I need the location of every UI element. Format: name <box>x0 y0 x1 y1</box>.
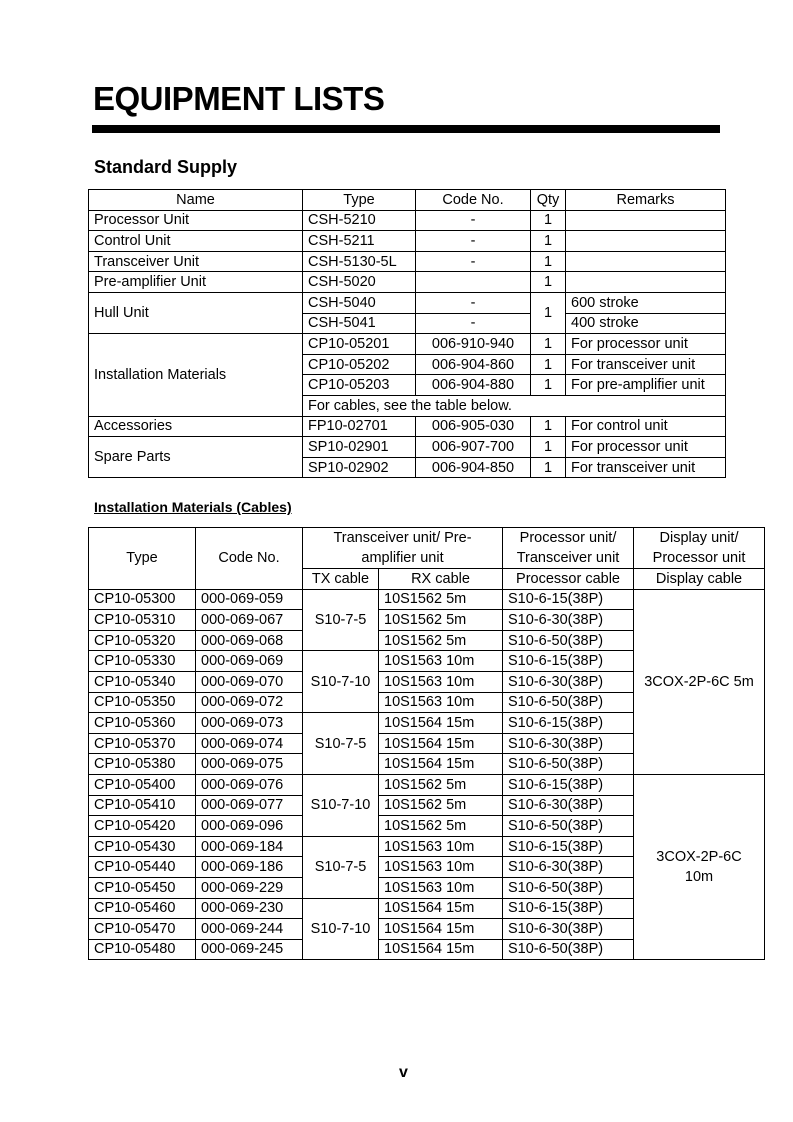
processor-cable: S10-6-50(38P) <box>503 630 634 651</box>
rx-cable: 10S1563 10m <box>379 877 503 898</box>
cable-code: 000-069-074 <box>196 733 303 754</box>
item-qty: 1 <box>531 292 566 333</box>
table-row <box>89 334 726 355</box>
cable-type: CP10-05350 <box>89 692 196 713</box>
cable-code: 000-069-184 <box>196 836 303 857</box>
cable-type: CP10-05370 <box>89 733 196 754</box>
cable-type: CP10-05380 <box>89 754 196 775</box>
cable-code: 000-069-096 <box>196 816 303 837</box>
rx-cable: 10S1564 15m <box>379 939 503 960</box>
item-code: 006-905-030 <box>416 416 531 437</box>
cables-table <box>88 527 765 960</box>
header-disp: Display cable <box>634 569 765 590</box>
processor-cable: S10-6-15(38P) <box>503 713 634 734</box>
cable-code: 000-069-186 <box>196 857 303 878</box>
rx-cable: 10S1562 5m <box>379 589 503 610</box>
item-name: Hull Unit <box>89 292 303 333</box>
item-remarks <box>566 251 726 272</box>
item-type: SP10-02901 <box>303 437 416 458</box>
cable-code: 000-069-072 <box>196 692 303 713</box>
item-code: - <box>416 210 531 231</box>
header-rx: RX cable <box>379 569 503 590</box>
processor-cable: S10-6-15(38P) <box>503 774 634 795</box>
header-code: Code No. <box>416 190 531 211</box>
cable-code: 000-069-068 <box>196 630 303 651</box>
table-row <box>89 272 726 293</box>
cable-type: CP10-05450 <box>89 877 196 898</box>
tx-cable: S10-7-10 <box>303 774 379 836</box>
processor-cable: S10-6-15(38P) <box>503 898 634 919</box>
item-name: Installation Materials <box>89 334 303 416</box>
header-code: Code No. <box>196 528 303 590</box>
rx-cable: 10S1562 5m <box>379 610 503 631</box>
standard-supply-heading: Standard Supply <box>94 157 238 177</box>
header-remarks: Remarks <box>566 190 726 211</box>
rx-cable: 10S1563 10m <box>379 671 503 692</box>
rx-cable: 10S1564 15m <box>379 898 503 919</box>
processor-cable: S10-6-50(38P) <box>503 692 634 713</box>
item-remarks: For processor unit <box>566 437 726 458</box>
cable-type: CP10-05340 <box>89 671 196 692</box>
cable-code: 000-069-059 <box>196 589 303 610</box>
item-remarks: For control unit <box>566 416 726 437</box>
item-qty: 1 <box>531 251 566 272</box>
title-rule <box>92 125 720 133</box>
cable-type: CP10-05330 <box>89 651 196 672</box>
item-type: CSH-5020 <box>303 272 416 293</box>
rx-cable: 10S1564 15m <box>379 713 503 734</box>
item-qty: 1 <box>531 375 566 396</box>
table-row <box>89 292 726 313</box>
cable-type: CP10-05320 <box>89 630 196 651</box>
rx-cable: 10S1562 5m <box>379 774 503 795</box>
item-remarks: 600 stroke <box>566 292 726 313</box>
page-title: EQUIPMENT LISTS <box>93 80 385 117</box>
rx-cable: 10S1563 10m <box>379 651 503 672</box>
item-remarks: For processor unit <box>566 334 726 355</box>
cable-code: 000-069-069 <box>196 651 303 672</box>
display-cable: 3COX-2P-6C 5m <box>634 589 765 774</box>
cable-code: 000-069-245 <box>196 939 303 960</box>
cable-type: CP10-05360 <box>89 713 196 734</box>
item-type: CSH-5040 <box>303 292 416 313</box>
item-type: CP10-05202 <box>303 354 416 375</box>
item-qty: 1 <box>531 437 566 458</box>
cable-code: 000-069-076 <box>196 774 303 795</box>
item-name: Control Unit <box>89 231 303 252</box>
item-remarks: For transceiver unit <box>566 457 726 478</box>
item-qty: 1 <box>531 457 566 478</box>
table-row <box>89 210 726 231</box>
item-remarks: For pre-amplifier unit <box>566 375 726 396</box>
cable-type: CP10-05430 <box>89 836 196 857</box>
item-qty: 1 <box>531 416 566 437</box>
tx-cable: S10-7-5 <box>303 713 379 775</box>
rx-cable: 10S1563 10m <box>379 857 503 878</box>
tx-cable: S10-7-10 <box>303 898 379 960</box>
item-qty: 1 <box>531 231 566 252</box>
processor-cable: S10-6-30(38P) <box>503 857 634 878</box>
cable-type: CP10-05400 <box>89 774 196 795</box>
processor-cable: S10-6-50(38P) <box>503 877 634 898</box>
header-proc: Processor cable <box>503 569 634 590</box>
processor-cable: S10-6-50(38P) <box>503 816 634 837</box>
cable-type: CP10-05410 <box>89 795 196 816</box>
cable-type: CP10-05440 <box>89 857 196 878</box>
cable-code: 000-069-067 <box>196 610 303 631</box>
item-qty: 1 <box>531 210 566 231</box>
item-code: 006-904-880 <box>416 375 531 396</box>
processor-cable: S10-6-15(38P) <box>503 836 634 857</box>
page-number: v <box>399 1064 408 1081</box>
display-cable: 3COX-2P-6C 10m <box>634 774 765 959</box>
item-remarks <box>566 272 726 293</box>
item-code: - <box>416 292 531 313</box>
standard-supply-table <box>88 189 726 478</box>
cable-code: 000-069-230 <box>196 898 303 919</box>
item-remarks <box>566 231 726 252</box>
item-code: 006-910-940 <box>416 334 531 355</box>
cable-code: 000-069-244 <box>196 919 303 940</box>
item-type: CSH-5130-5L <box>303 251 416 272</box>
cable-code: 000-069-229 <box>196 877 303 898</box>
header-name: Name <box>89 190 303 211</box>
item-type: CSH-5211 <box>303 231 416 252</box>
cable-type: CP10-05300 <box>89 589 196 610</box>
rx-cable: 10S1562 5m <box>379 630 503 651</box>
item-type: FP10-02701 <box>303 416 416 437</box>
cable-type: CP10-05480 <box>89 939 196 960</box>
item-qty: 1 <box>531 334 566 355</box>
tx-cable: S10-7-5 <box>303 836 379 898</box>
item-type: CSH-5210 <box>303 210 416 231</box>
item-code <box>416 272 531 293</box>
item-qty: 1 <box>531 272 566 293</box>
rx-cable: 10S1562 5m <box>379 795 503 816</box>
table-row <box>89 589 765 610</box>
processor-cable: S10-6-50(38P) <box>503 939 634 960</box>
header-group1: Transceiver unit/ Pre-amplifier unit <box>303 528 503 569</box>
rx-cable: 10S1563 10m <box>379 836 503 857</box>
cables-heading: Installation Materials (Cables) <box>94 499 292 515</box>
cable-type: CP10-05460 <box>89 898 196 919</box>
item-code: - <box>416 313 531 334</box>
cable-code: 000-069-070 <box>196 671 303 692</box>
item-type: CSH-5041 <box>303 313 416 334</box>
processor-cable: S10-6-30(38P) <box>503 795 634 816</box>
processor-cable: S10-6-15(38P) <box>503 589 634 610</box>
item-remarks <box>566 210 726 231</box>
tx-cable: S10-7-5 <box>303 589 379 651</box>
item-remarks: For transceiver unit <box>566 354 726 375</box>
item-type: CP10-05203 <box>303 375 416 396</box>
rx-cable: 10S1564 15m <box>379 919 503 940</box>
cable-code: 000-069-077 <box>196 795 303 816</box>
header-type: Type <box>89 528 196 590</box>
table-row <box>89 416 726 437</box>
table-row <box>89 251 726 272</box>
processor-cable: S10-6-30(38P) <box>503 733 634 754</box>
item-code: 006-904-860 <box>416 354 531 375</box>
header-row <box>89 528 765 569</box>
cable-code: 000-069-075 <box>196 754 303 775</box>
processor-cable: S10-6-50(38P) <box>503 754 634 775</box>
item-name: Spare Parts <box>89 437 303 478</box>
cable-type: CP10-05310 <box>89 610 196 631</box>
header-group2: Processor unit/ Transceiver unit <box>503 528 634 569</box>
cable-code: 000-069-073 <box>196 713 303 734</box>
rx-cable: 10S1564 15m <box>379 733 503 754</box>
rx-cable: 10S1563 10m <box>379 692 503 713</box>
table-note: For cables, see the table below. <box>303 395 726 416</box>
rx-cable: 10S1562 5m <box>379 816 503 837</box>
header-tx: TX cable <box>303 569 379 590</box>
item-name: Pre-amplifier Unit <box>89 272 303 293</box>
item-type: SP10-02902 <box>303 457 416 478</box>
processor-cable: S10-6-30(38P) <box>503 671 634 692</box>
header-row <box>89 190 726 211</box>
rx-cable: 10S1564 15m <box>379 754 503 775</box>
item-code: - <box>416 251 531 272</box>
item-code: 006-907-700 <box>416 437 531 458</box>
table-row <box>89 437 726 458</box>
item-type: CP10-05201 <box>303 334 416 355</box>
item-name: Accessories <box>89 416 303 437</box>
header-type: Type <box>303 190 416 211</box>
table-row <box>89 231 726 252</box>
table-row <box>89 774 765 795</box>
cable-type: CP10-05470 <box>89 919 196 940</box>
header-qty: Qty <box>531 190 566 211</box>
tx-cable: S10-7-10 <box>303 651 379 713</box>
cable-type: CP10-05420 <box>89 816 196 837</box>
item-code: 006-904-850 <box>416 457 531 478</box>
item-remarks: 400 stroke <box>566 313 726 334</box>
processor-cable: S10-6-30(38P) <box>503 610 634 631</box>
item-qty: 1 <box>531 354 566 375</box>
header-group3: Display unit/ Processor unit <box>634 528 765 569</box>
processor-cable: S10-6-15(38P) <box>503 651 634 672</box>
processor-cable: S10-6-30(38P) <box>503 919 634 940</box>
item-name: Transceiver Unit <box>89 251 303 272</box>
item-name: Processor Unit <box>89 210 303 231</box>
item-code: - <box>416 231 531 252</box>
